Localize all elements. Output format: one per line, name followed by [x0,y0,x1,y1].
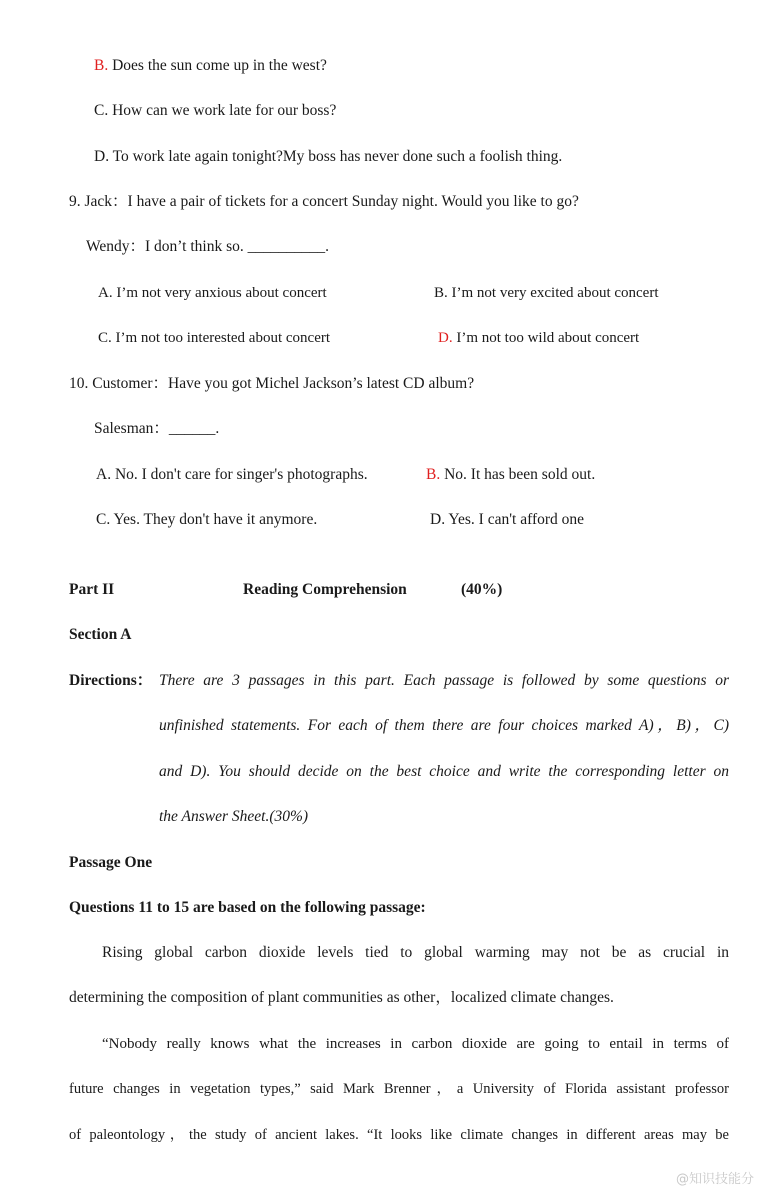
passage-p1-line-1: Rising global carbon dioxide levels tied to global warming may not be as crucial in [102,944,729,961]
q10-option-b-text: No. It has been sold out. [440,466,596,483]
q9-option-a: A. I’m not very anxious about concert [98,285,327,301]
passage-p1-line-2: determining the composition of plant communities as other，localized climate changes. [69,989,614,1006]
q9-option-c: C. I’m not too interested about concert [98,330,331,346]
part-label: Part II [69,581,115,598]
q8-option-c: C. How can we work late for our boss? [94,102,337,119]
q8-option-d: D. To work late again tonight?My boss has never done such a foolish thing. [94,148,563,165]
q9-option-d-text: I’m not too wild about concert [452,330,640,346]
q10-option-b [426,465,595,485]
q9-reply: Wendy：I don’t think so. __________. [86,238,330,255]
q9-option-d [438,328,639,348]
directions-line-4: the Answer Sheet.(30%) [159,808,309,825]
part-percent: (40%) [461,581,503,598]
q9-prompt: 9. Jack：I have a pair of tickets for a concert Sunday night. Would you like to go? [69,193,579,210]
watermark: @知识技能分 [676,1172,755,1187]
questions-heading: Questions 11 to 15 are based on the following passage: [69,899,426,916]
q9-option-b: B. I’m not very excited about concert [434,285,659,301]
q10-option-d: D. Yes. I can't afford one [430,511,585,528]
directions-line-3: and D). You should decide on the best choice and write the corresponding letter on [159,763,729,780]
directions-line-2: unfinished statements. For each of them there are four choices marked A)，B)，C) [159,717,729,734]
q10-option-c: C. Yes. They don't have it anymore. [96,511,318,528]
part-title: Reading Comprehension [243,581,407,598]
passage-heading: Passage One [69,854,153,871]
passage-p2-line-2: future changes in vegetation types,” said Mark Brenner，a University of Florida assistant professor [69,1081,729,1097]
q10-prompt: 10. Customer：Have you got Michel Jackson’s latest CD album? [69,375,475,392]
section-heading: Section A [69,626,132,643]
passage-p2-line-3: of paleontology，the study of ancient lakes. “It looks like climate changes in different areas may be [69,1127,729,1143]
q9-option-d-letter: D. [438,330,453,346]
q8-option-b-text: Does the sun come up in the west? [108,57,327,74]
directions-line-1: There are 3 passages in this part. Each passage is followed by some questions or [159,672,729,689]
directions-label: Directions： [69,672,153,689]
q8-option-b [94,56,327,76]
q10-option-b-letter: B. [426,466,441,483]
q10-reply: Salesman：______. [94,420,220,437]
q10-option-a: A. No. I don't care for singer's photographs. [96,466,368,483]
passage-p2-line-1: “Nobody really knows what the increases in carbon dioxide are going to entail in terms of [102,1036,729,1052]
q8-option-b-letter: B. [94,57,109,74]
